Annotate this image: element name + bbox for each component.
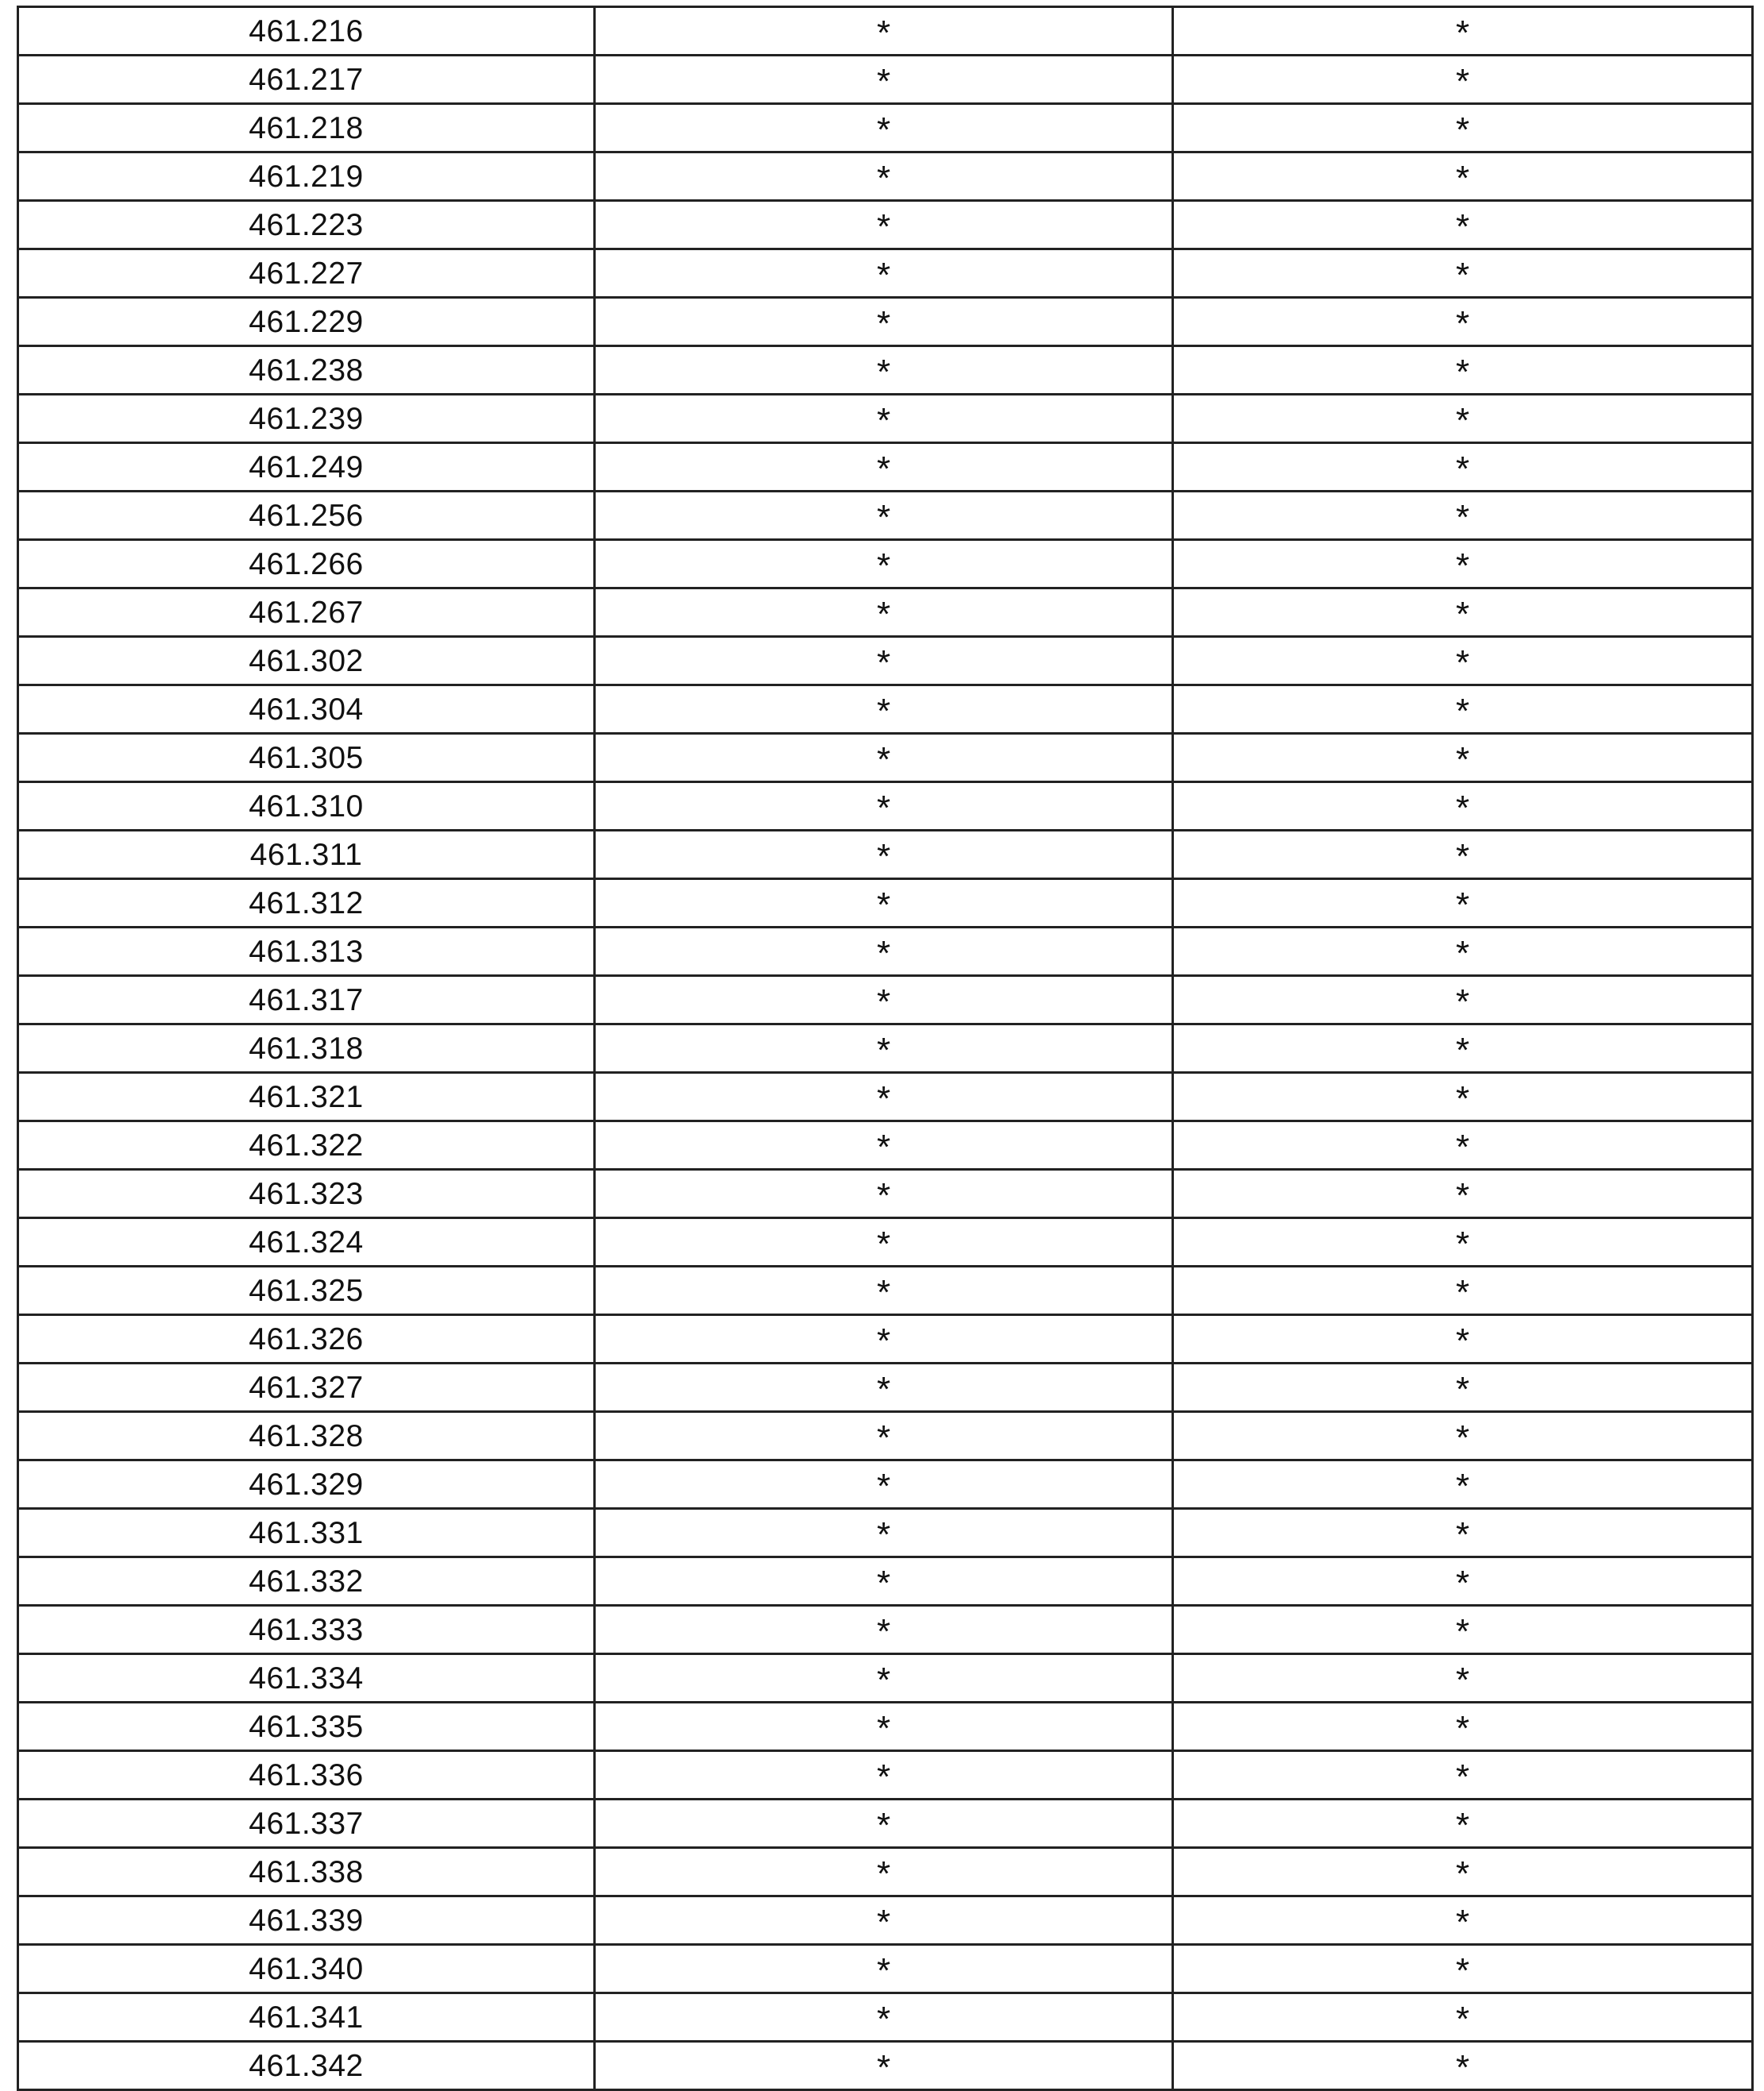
- asterisk-cell: *: [595, 1024, 1173, 1073]
- asterisk-cell: *: [595, 1509, 1173, 1557]
- asterisk-cell: *: [1173, 1460, 1753, 1509]
- asterisk-cell: *: [595, 879, 1173, 928]
- asterisk-cell: *: [595, 1993, 1173, 2042]
- asterisk-cell: *: [595, 1606, 1173, 1654]
- row-id-cell: 461.227: [18, 249, 595, 298]
- row-id-cell: 461.223: [18, 201, 595, 249]
- asterisk-cell: *: [595, 1703, 1173, 1751]
- asterisk-cell: *: [1173, 201, 1753, 249]
- row-id-cell: 461.331: [18, 1509, 595, 1557]
- asterisk-cell: *: [1173, 1364, 1753, 1412]
- asterisk-cell: *: [1173, 56, 1753, 104]
- row-id-cell: 461.266: [18, 540, 595, 588]
- row-id-cell: 461.249: [18, 443, 595, 492]
- asterisk-cell: *: [1173, 879, 1753, 928]
- asterisk-cell: *: [595, 928, 1173, 976]
- row-id-cell: 461.338: [18, 1848, 595, 1896]
- table-row: [18, 1896, 1753, 1945]
- table-row: [18, 1460, 1753, 1509]
- asterisk-cell: *: [595, 152, 1173, 201]
- table-row: [18, 7, 1753, 56]
- table-row: [18, 1606, 1753, 1654]
- table-row: [18, 249, 1753, 298]
- table-row: [18, 56, 1753, 104]
- asterisk-cell: *: [1173, 2042, 1753, 2090]
- asterisk-cell: *: [595, 1218, 1173, 1267]
- asterisk-cell: *: [595, 734, 1173, 782]
- asterisk-cell: *: [595, 1364, 1173, 1412]
- asterisk-cell: *: [595, 298, 1173, 346]
- row-id-cell: 461.335: [18, 1703, 595, 1751]
- asterisk-cell: *: [1173, 443, 1753, 492]
- row-id-cell: 461.310: [18, 782, 595, 831]
- row-id-cell: 461.322: [18, 1121, 595, 1170]
- asterisk-cell: *: [595, 976, 1173, 1024]
- asterisk-cell: *: [1173, 1945, 1753, 1993]
- asterisk-cell: *: [1173, 1800, 1753, 1848]
- row-id-cell: 461.332: [18, 1557, 595, 1606]
- row-id-cell: 461.302: [18, 637, 595, 685]
- asterisk-cell: *: [595, 7, 1173, 56]
- table-row: [18, 395, 1753, 443]
- asterisk-cell: *: [595, 1073, 1173, 1121]
- table-row: [18, 201, 1753, 249]
- asterisk-cell: *: [1173, 1315, 1753, 1364]
- table-row: [18, 540, 1753, 588]
- row-id-cell: 461.313: [18, 928, 595, 976]
- row-id-cell: 461.218: [18, 104, 595, 152]
- asterisk-cell: *: [1173, 1993, 1753, 2042]
- table-row: [18, 831, 1753, 879]
- table-row: [18, 1945, 1753, 1993]
- asterisk-cell: *: [1173, 1073, 1753, 1121]
- asterisk-cell: *: [595, 637, 1173, 685]
- asterisk-cell: *: [1173, 152, 1753, 201]
- table-row: [18, 346, 1753, 395]
- row-id-cell: 461.238: [18, 346, 595, 395]
- table-row: [18, 1751, 1753, 1800]
- table-row: [18, 1557, 1753, 1606]
- asterisk-cell: *: [1173, 104, 1753, 152]
- asterisk-cell: *: [595, 782, 1173, 831]
- row-id-cell: 461.329: [18, 1460, 595, 1509]
- asterisk-cell: *: [1173, 492, 1753, 540]
- asterisk-cell: *: [1173, 1170, 1753, 1218]
- table-row: [18, 1654, 1753, 1703]
- row-id-cell: 461.340: [18, 1945, 595, 1993]
- asterisk-cell: *: [595, 395, 1173, 443]
- row-id-cell: 461.325: [18, 1267, 595, 1315]
- asterisk-cell: *: [595, 1654, 1173, 1703]
- row-id-cell: 461.256: [18, 492, 595, 540]
- row-id-cell: 461.219: [18, 152, 595, 201]
- row-id-cell: 461.304: [18, 685, 595, 734]
- row-id-cell: 461.311: [18, 831, 595, 879]
- table-row: [18, 104, 1753, 152]
- asterisk-cell: *: [595, 1896, 1173, 1945]
- row-id-cell: 461.267: [18, 588, 595, 637]
- table-row: [18, 928, 1753, 976]
- asterisk-cell: *: [595, 56, 1173, 104]
- row-id-cell: 461.334: [18, 1654, 595, 1703]
- asterisk-cell: *: [595, 1800, 1173, 1848]
- asterisk-cell: *: [595, 588, 1173, 637]
- asterisk-cell: *: [1173, 1267, 1753, 1315]
- row-id-cell: 461.217: [18, 56, 595, 104]
- row-id-cell: 461.305: [18, 734, 595, 782]
- table-row: [18, 976, 1753, 1024]
- asterisk-cell: *: [1173, 1412, 1753, 1460]
- asterisk-cell: *: [1173, 1896, 1753, 1945]
- table-row: [18, 298, 1753, 346]
- row-id-cell: 461.323: [18, 1170, 595, 1218]
- asterisk-cell: *: [1173, 1218, 1753, 1267]
- row-id-cell: 461.337: [18, 1800, 595, 1848]
- asterisk-cell: *: [595, 1848, 1173, 1896]
- asterisk-cell: *: [595, 1945, 1173, 1993]
- table-row: [18, 1412, 1753, 1460]
- asterisk-cell: *: [1173, 1848, 1753, 1896]
- row-id-cell: 461.336: [18, 1751, 595, 1800]
- asterisk-cell: *: [1173, 1606, 1753, 1654]
- asterisk-cell: *: [1173, 1751, 1753, 1800]
- table-row: [18, 685, 1753, 734]
- table-row: [18, 1848, 1753, 1896]
- table-row: [18, 2042, 1753, 2090]
- asterisk-cell: *: [1173, 1557, 1753, 1606]
- asterisk-cell: *: [1173, 734, 1753, 782]
- row-id-cell: 461.326: [18, 1315, 595, 1364]
- row-id-cell: 461.216: [18, 7, 595, 56]
- table-row: [18, 1800, 1753, 1848]
- table-row: [18, 1993, 1753, 2042]
- table-row: [18, 443, 1753, 492]
- row-id-cell: 461.239: [18, 395, 595, 443]
- row-id-cell: 461.341: [18, 1993, 595, 2042]
- asterisk-cell: *: [1173, 1121, 1753, 1170]
- table-row: [18, 637, 1753, 685]
- asterisk-cell: *: [1173, 1509, 1753, 1557]
- table-row: [18, 782, 1753, 831]
- table-row: [18, 1024, 1753, 1073]
- row-id-cell: 461.321: [18, 1073, 595, 1121]
- table-row: [18, 1509, 1753, 1557]
- row-id-cell: 461.339: [18, 1896, 595, 1945]
- asterisk-cell: *: [595, 492, 1173, 540]
- table-row: [18, 492, 1753, 540]
- asterisk-cell: *: [1173, 540, 1753, 588]
- table-row: [18, 1218, 1753, 1267]
- asterisk-cell: *: [1173, 298, 1753, 346]
- asterisk-cell: *: [1173, 637, 1753, 685]
- table-row: [18, 879, 1753, 928]
- asterisk-cell: *: [1173, 685, 1753, 734]
- asterisk-cell: *: [1173, 928, 1753, 976]
- row-id-cell: 461.327: [18, 1364, 595, 1412]
- asterisk-cell: *: [595, 831, 1173, 879]
- asterisk-cell: *: [595, 1121, 1173, 1170]
- row-id-cell: 461.317: [18, 976, 595, 1024]
- asterisk-cell: *: [1173, 976, 1753, 1024]
- row-id-cell: 461.333: [18, 1606, 595, 1654]
- asterisk-cell: *: [1173, 1703, 1753, 1751]
- asterisk-cell: *: [595, 2042, 1173, 2090]
- asterisk-cell: *: [1173, 1654, 1753, 1703]
- row-id-cell: 461.328: [18, 1412, 595, 1460]
- table-row: [18, 1170, 1753, 1218]
- row-id-cell: 461.324: [18, 1218, 595, 1267]
- asterisk-cell: *: [595, 540, 1173, 588]
- asterisk-cell: *: [595, 443, 1173, 492]
- table-row: [18, 734, 1753, 782]
- asterisk-cell: *: [595, 201, 1173, 249]
- asterisk-cell: *: [595, 1557, 1173, 1606]
- asterisk-cell: *: [1173, 7, 1753, 56]
- data-table: [17, 6, 1754, 2091]
- table-row: [18, 1703, 1753, 1751]
- asterisk-cell: *: [595, 104, 1173, 152]
- asterisk-cell: *: [595, 346, 1173, 395]
- table-row: [18, 152, 1753, 201]
- asterisk-cell: *: [595, 249, 1173, 298]
- row-id-cell: 461.318: [18, 1024, 595, 1073]
- asterisk-cell: *: [1173, 346, 1753, 395]
- asterisk-cell: *: [1173, 249, 1753, 298]
- asterisk-cell: *: [595, 1460, 1173, 1509]
- asterisk-cell: *: [1173, 831, 1753, 879]
- table-row: [18, 1073, 1753, 1121]
- asterisk-cell: *: [1173, 588, 1753, 637]
- row-id-cell: 461.342: [18, 2042, 595, 2090]
- table-row: [18, 1267, 1753, 1315]
- asterisk-cell: *: [1173, 1024, 1753, 1073]
- table-row: [18, 1315, 1753, 1364]
- table-row: [18, 1364, 1753, 1412]
- asterisk-cell: *: [595, 1267, 1173, 1315]
- table-row: [18, 1121, 1753, 1170]
- asterisk-cell: *: [1173, 395, 1753, 443]
- asterisk-cell: *: [595, 1170, 1173, 1218]
- asterisk-cell: *: [595, 1315, 1173, 1364]
- table-body: [18, 7, 1753, 2090]
- asterisk-cell: *: [595, 1751, 1173, 1800]
- asterisk-cell: *: [595, 1412, 1173, 1460]
- row-id-cell: 461.229: [18, 298, 595, 346]
- row-id-cell: 461.312: [18, 879, 595, 928]
- table-row: [18, 588, 1753, 637]
- asterisk-cell: *: [595, 685, 1173, 734]
- asterisk-cell: *: [1173, 782, 1753, 831]
